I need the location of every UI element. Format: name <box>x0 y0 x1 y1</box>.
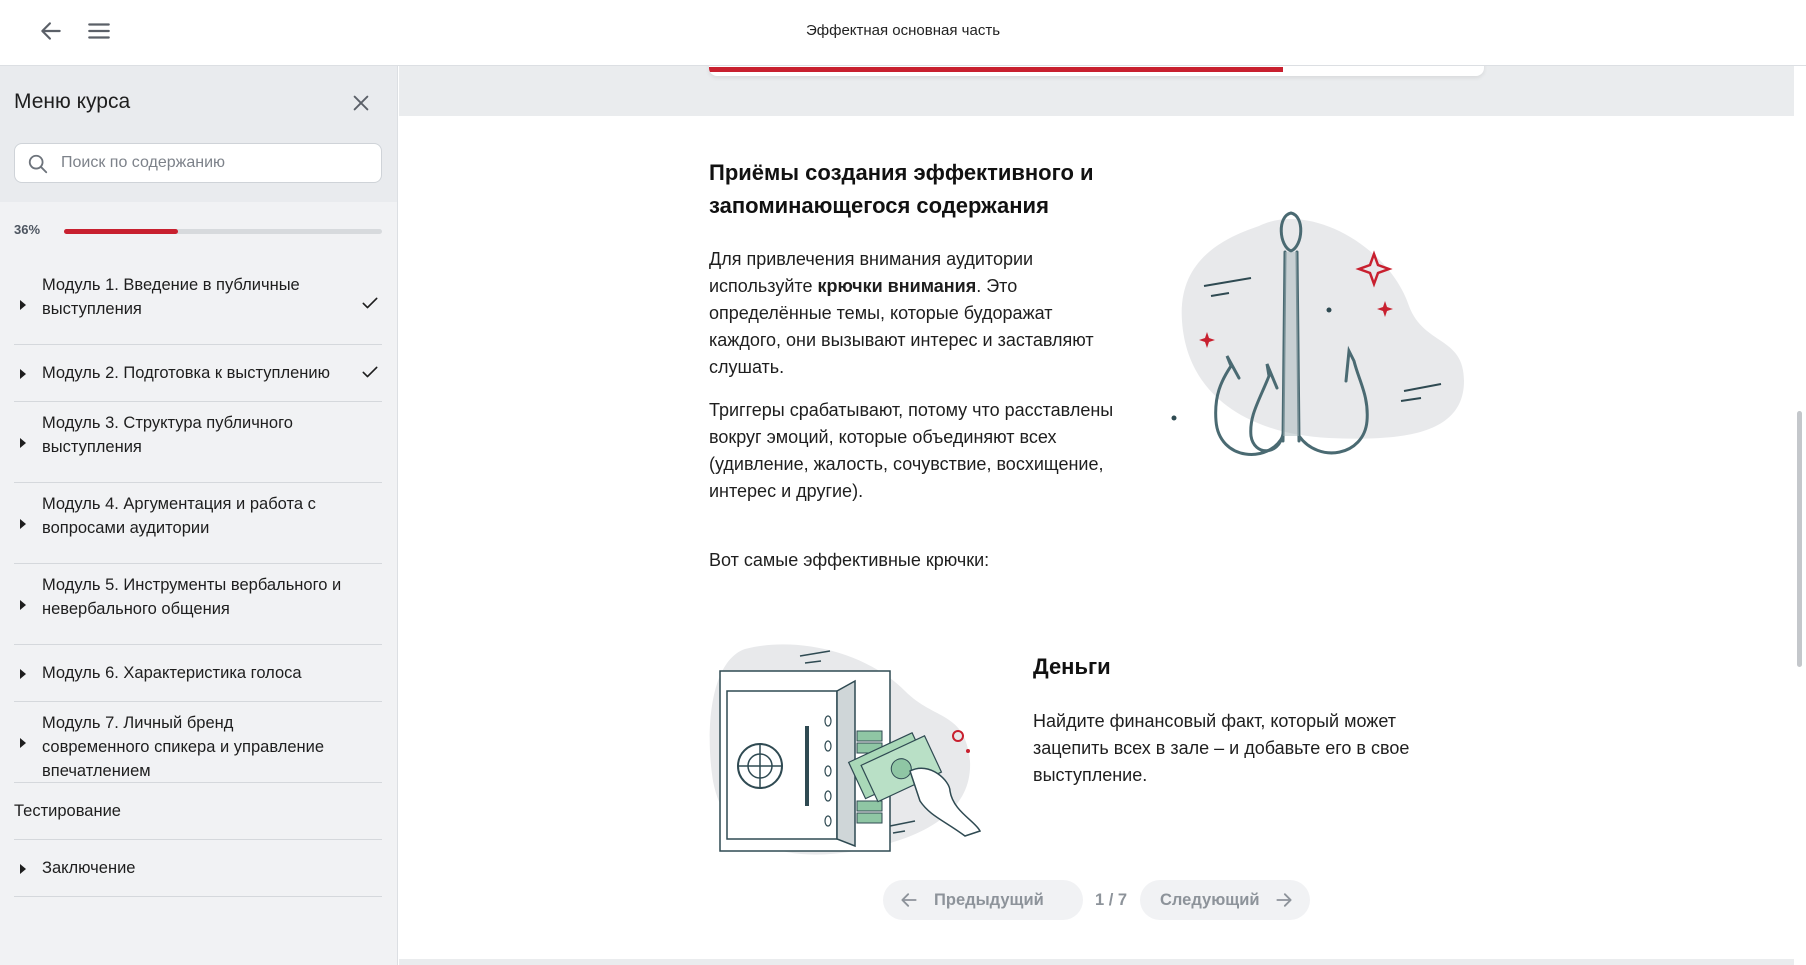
top-bar <box>0 0 1806 66</box>
arrow-left-icon <box>899 890 919 910</box>
pagination <box>883 880 1313 920</box>
next-block-band <box>399 959 1794 965</box>
module-item-5[interactable] <box>14 564 382 645</box>
expand-caret-icon <box>20 519 26 529</box>
progress-fill <box>64 229 178 234</box>
conclusion-item[interactable] <box>14 840 382 897</box>
module-item-7[interactable] <box>14 702 382 783</box>
checkmark-icon <box>360 293 380 313</box>
module-list <box>14 264 382 897</box>
sidebar-title: Меню курса <box>14 90 131 113</box>
intro-paragraph <box>709 246 1129 381</box>
checkmark-icon <box>360 362 380 382</box>
next-button[interactable] <box>1140 880 1310 920</box>
previous-block-card <box>709 66 1484 76</box>
next-label: Следующий <box>1160 891 1260 909</box>
card-text: Найдите финансовый факт, который может зацепить всех в зале – и добавьте его в свое выступление. <box>1033 711 1410 785</box>
expand-caret-icon <box>20 669 26 679</box>
module-item-1[interactable] <box>14 264 382 345</box>
scrollbar-thumb[interactable] <box>1797 411 1802 667</box>
expand-caret-icon <box>20 300 26 310</box>
expand-caret-icon <box>20 369 26 379</box>
module-label: Модуль 7. Личный бренд современного спикера и управление впечатлением <box>42 714 325 780</box>
lesson-title: Эффектная основная часть <box>805 22 1001 39</box>
module-label: Модуль 4. Аргументация и работа с вопросами аудитории <box>42 495 316 537</box>
search-box <box>14 143 382 183</box>
module-label: Модуль 2. Подготовка к выступлению <box>42 364 330 382</box>
page-counter: 1 / 7 <box>1094 891 1128 909</box>
previous-block-band <box>399 66 1794 116</box>
close-icon[interactable] <box>350 92 372 114</box>
search-input[interactable] <box>61 144 371 182</box>
module-label: Модуль 3. Структура публичного выступления <box>42 414 293 456</box>
sidebar-header <box>0 66 397 202</box>
triggers-paragraph: Триггеры срабатывают, потому что расставлены вокруг эмоций, которые объединяют всех (удивление, жалость, сочувствие, восхищение, интерес и другие). <box>709 400 1114 501</box>
safe-with-money-illustration <box>705 641 995 861</box>
previous-block-accent-bar <box>709 67 1283 72</box>
intro-text-start: Для привлечения внимания аудитории используйте <box>709 249 1034 296</box>
conclusion-label: Заключение <box>42 859 136 877</box>
arrow-right-icon <box>1274 890 1294 910</box>
lesson-content <box>399 66 1794 965</box>
course-progress <box>14 222 382 240</box>
progress-percent: 36% <box>14 222 41 237</box>
module-label: Модуль 6. Характеристика голоса <box>42 664 302 682</box>
progress-track <box>64 229 382 234</box>
testing-label: Тестирование <box>14 802 121 820</box>
course-menu-sidebar <box>0 66 398 965</box>
fish-hook-illustration <box>1159 206 1489 476</box>
search-icon <box>27 153 49 175</box>
module-item-4[interactable] <box>14 483 382 564</box>
hooks-intro-paragraph: Вот самые эффективные крючки: <box>709 550 990 570</box>
module-item-2[interactable] <box>14 345 382 402</box>
module-item-3[interactable] <box>14 402 382 483</box>
module-label: Модуль 1. Введение в публичные выступления <box>42 276 300 318</box>
module-label: Модуль 5. Инструменты вербального и невербального общения <box>42 576 342 618</box>
intro-text-bold: крючки внимания <box>817 276 977 296</box>
expand-caret-icon <box>20 738 26 748</box>
expand-caret-icon <box>20 600 26 610</box>
section-heading: Приёмы создания эффективного и запоминающегося содержания <box>709 160 1094 218</box>
previous-label: Предыдущий <box>934 891 1044 909</box>
expand-caret-icon <box>20 438 26 448</box>
module-item-6[interactable] <box>14 645 382 702</box>
expand-caret-icon <box>20 864 26 874</box>
testing-item[interactable] <box>14 783 382 840</box>
page-scrollbar[interactable] <box>1794 66 1806 965</box>
card-title: Деньги <box>1033 654 1111 679</box>
intro-text-end: . Это определённые темы, которые будоражат каждого, они вызывают интерес и заставляют слушать. <box>709 276 1094 377</box>
previous-button[interactable] <box>883 880 1083 920</box>
